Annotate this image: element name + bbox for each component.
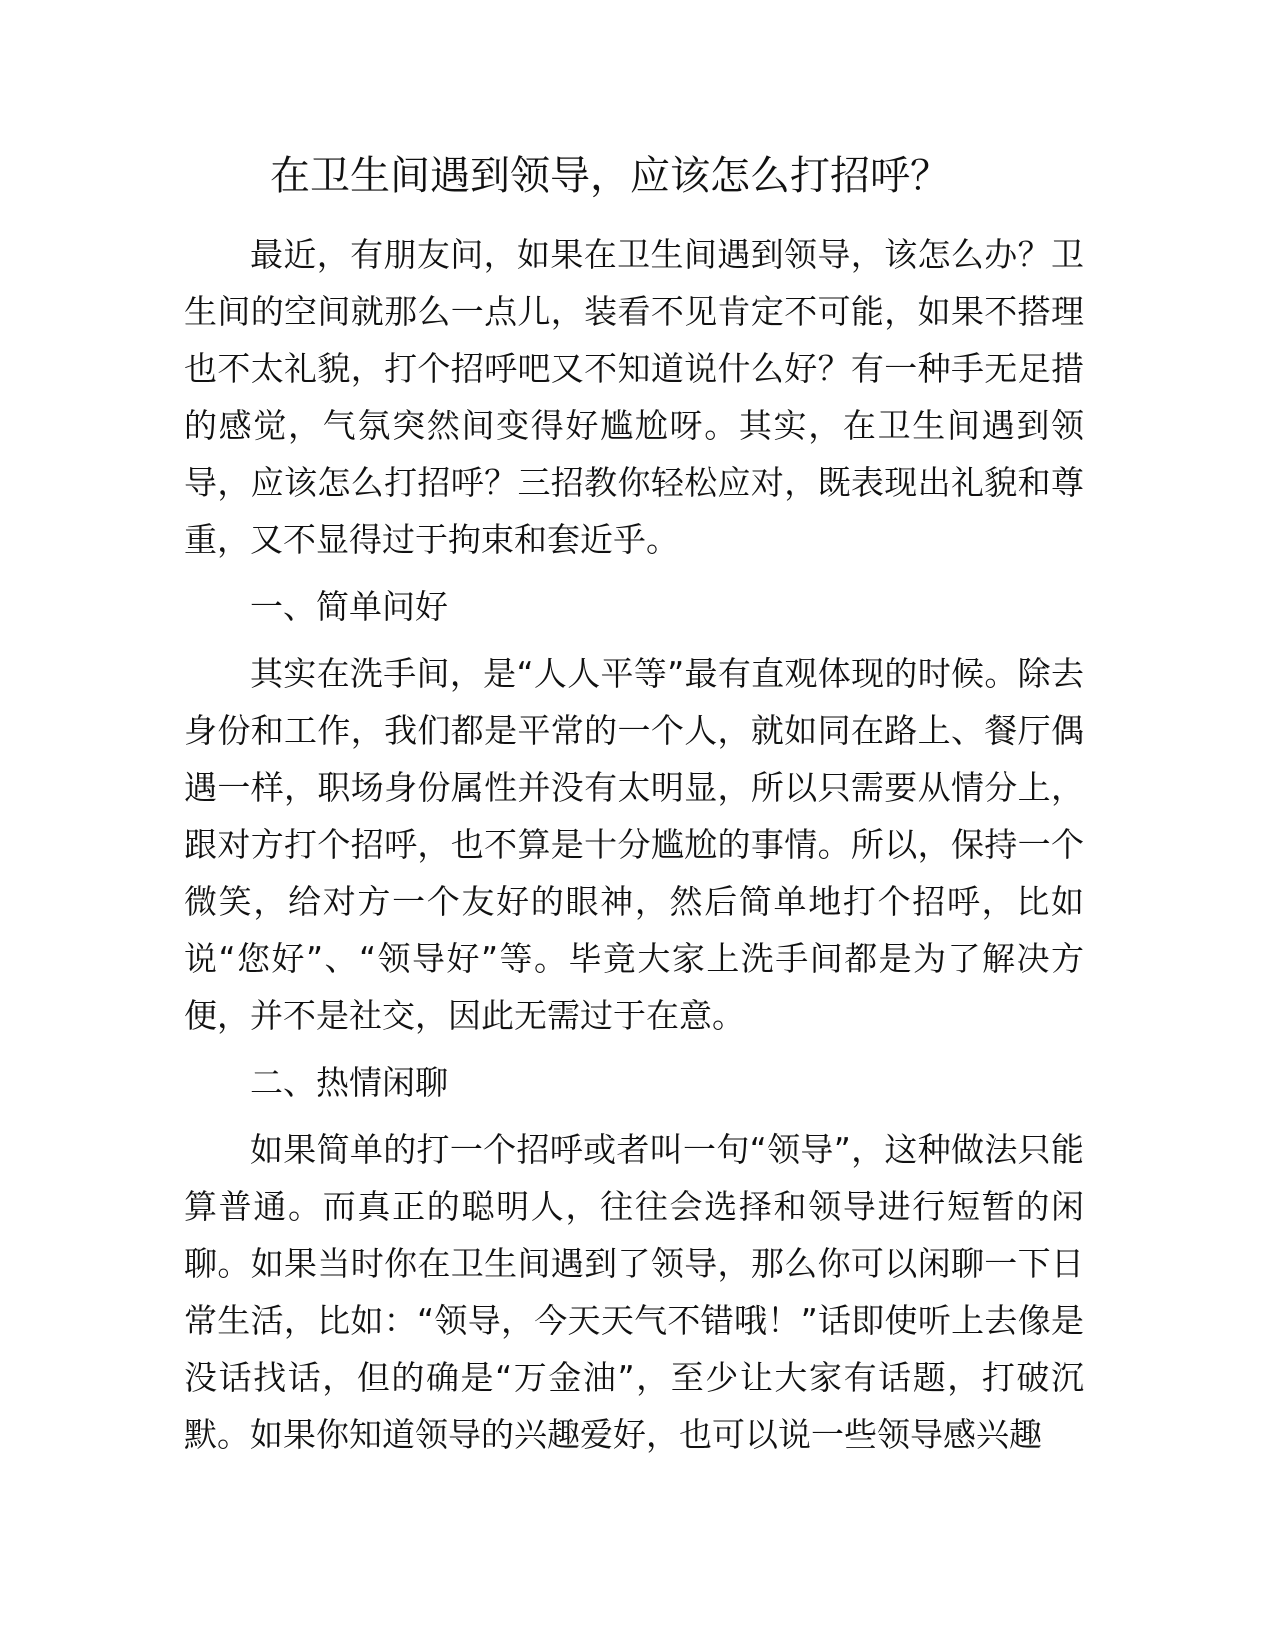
intro-paragraph: 最近，有朋友问，如果在卫生间遇到领导，该怎么办？卫生间的空间就那么一点儿，装看不见肯定不可能，如果不搭理也不太礼貌，打个招呼吧又不知道说什么好？有一种手无足措的感觉，气氛突然间变得好尴尬呀。其实，在卫生间遇到领导，应该怎么打招呼？三招教你轻松应对，既表现出礼貌和尊重，又不显得过于拘束和套近乎。 (184, 235, 1084, 559)
section-heading-1: 一、简单问好 (250, 587, 448, 626)
section-heading-2: 二、热情闲聊 (250, 1063, 448, 1102)
section-1-paragraph: 其实在洗手间，是“人人平等”最有直观体现的时候。除去身份和工作，我们都是平常的一个人，就如同在路上、餐厅偶遇一样，职场身份属性并没有太明显，所以只需要从情分上，跟对方打个招呼，也不算是十分尴尬的事情。所以，保持一个微笑，给对方一个友好的眼神，然后简单地打个招呼，比如说“您好”、“领导好”等。毕竟大家上洗手间都是为了解决方便，并不是社交，因此无需过于在意。 (184, 654, 1084, 1035)
section-2-paragraph: 如果简单的打一个招呼或者叫一句“领导”，这种做法只能算普通。而真正的聪明人，往往会选择和领导进行短暂的闲聊。如果当时你在卫生间遇到了领导，那么你可以闲聊一下日常生活，比如：“领导，今天天气不错哦！”话即使听上去像是没话找话，但的确是“万金油”，至少让大家有话题，打破沉默。如果你知道领导的兴趣爱好，也可以说一些领导感兴趣 (184, 1130, 1084, 1454)
document-body (184, 226, 1084, 1463)
document-title: 在卫生间遇到领导，应该怎么打招呼？ (270, 153, 950, 199)
